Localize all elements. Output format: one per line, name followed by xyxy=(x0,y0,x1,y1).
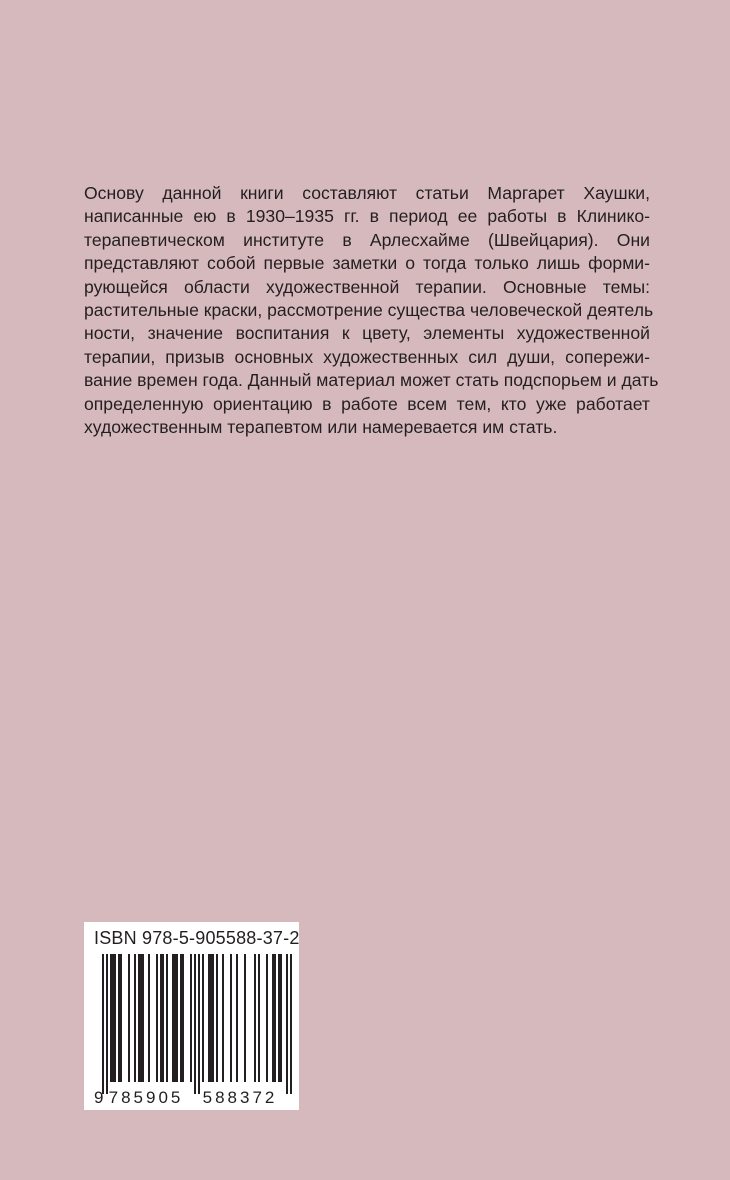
annotation-line: терапевтическом институте в Арлесхайме (Швейцария). Они xyxy=(84,229,650,250)
barcode-digit-group: 9 xyxy=(94,1088,104,1107)
annotation-line: Основу данной книги составляют статьи Маргарет Хаушки, xyxy=(84,183,650,203)
barcode-bar xyxy=(230,954,232,1082)
barcode-bar xyxy=(190,954,192,1082)
barcode-bar xyxy=(236,954,238,1082)
barcode-bar xyxy=(160,954,164,1082)
barcode-bar xyxy=(254,954,256,1082)
barcode-bar xyxy=(222,954,224,1082)
barcode-bar xyxy=(138,954,144,1082)
barcode-digit-group: 785905 xyxy=(108,1088,184,1107)
barcode-bar xyxy=(156,954,158,1082)
barcode-bar xyxy=(106,954,108,1094)
barcode-bar xyxy=(202,954,204,1082)
barcode-bar xyxy=(134,954,136,1082)
annotation-line: терапии, призыв основных художественных сил души, сопережи- xyxy=(84,346,650,367)
barcode-bar xyxy=(180,954,184,1082)
barcode-bar xyxy=(216,954,218,1082)
barcode-bar xyxy=(148,954,150,1082)
barcode-bar xyxy=(166,954,168,1082)
annotation-line: ности, значение воспитания к цвету, элементы художественной xyxy=(84,323,650,344)
barcode-bar xyxy=(128,954,130,1082)
annotation-line: определенную ориентацию в работе всем тем, кто уже работает xyxy=(84,393,650,414)
annotation-line: вание времен года. Данный материал может стать подспорьем и дать xyxy=(84,370,659,391)
barcode-bars xyxy=(102,954,292,1094)
barcode-bar xyxy=(286,954,288,1094)
barcode-bar xyxy=(272,954,276,1082)
barcode-digit-group: 588372 xyxy=(202,1088,278,1107)
barcode-bar xyxy=(208,954,214,1082)
barcode-bar xyxy=(290,954,292,1094)
barcode xyxy=(84,922,299,1110)
annotation-line: растительные краски, рассмотрение существа человеческой деятель xyxy=(84,299,654,320)
barcode-bar xyxy=(198,954,200,1094)
isbn-barcode-block xyxy=(84,922,299,1110)
annotation-line: художественным терапевтом или намеревается им стать. xyxy=(84,416,558,437)
barcode-bar xyxy=(278,954,282,1082)
annotation-text xyxy=(84,182,659,439)
annotation-line: рующейся области художественной терапии. Основные темы: xyxy=(84,276,650,297)
barcode-bar xyxy=(172,954,178,1082)
annotation-line: написанные ею в 1930–1935 гг. в период ее работы в Клинико- xyxy=(84,206,650,227)
barcode-bar xyxy=(102,954,104,1094)
isbn-label: ISBN 978-5-905588-37-2 xyxy=(94,928,300,948)
barcode-bar xyxy=(110,954,116,1082)
barcode-bar xyxy=(258,954,260,1082)
annotation-line: представляют собой первые заметки о тогда только лишь форми- xyxy=(84,253,650,274)
barcode-bar xyxy=(194,954,196,1094)
barcode-bar xyxy=(244,954,246,1082)
barcode-bar xyxy=(266,954,268,1082)
barcode-bar xyxy=(118,954,122,1082)
